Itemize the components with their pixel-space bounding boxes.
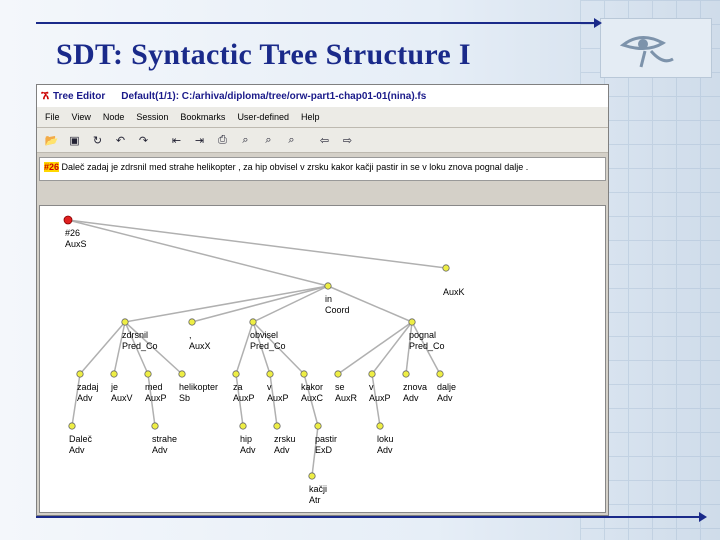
tree-node-word: zadaj [77, 382, 99, 392]
tree-node-tag: Adv [77, 393, 93, 403]
window-titlebar[interactable] [37, 85, 608, 107]
tree-node[interactable] [145, 371, 167, 403]
tree-node[interactable] [437, 371, 456, 403]
tree-node-word: zrsku [274, 434, 296, 444]
undo-icon[interactable]: ↶ [115, 134, 126, 147]
sentence-id[interactable]: #26 [44, 162, 60, 172]
tree-node[interactable] [325, 283, 350, 315]
tree-node-tag: AuxP [267, 393, 289, 403]
menu-file[interactable]: File [45, 112, 60, 122]
tree-node-tag: AuxP [145, 393, 167, 403]
tree-node-tag: AuxP [369, 393, 391, 403]
tree-node-marker[interactable] [122, 319, 128, 325]
tree-node-marker[interactable] [145, 371, 151, 377]
tree-edge [192, 286, 328, 322]
tree-node-tag: Pred_Co [122, 341, 158, 351]
tree-node-word: in [325, 294, 333, 304]
tree-node[interactable] [409, 319, 445, 351]
redo-icon[interactable]: ↷ [138, 134, 149, 147]
save-icon[interactable]: ▣ [69, 134, 80, 147]
tree-node-word: zdrsnil [122, 330, 149, 340]
sentence-bar [39, 157, 606, 181]
tree-node-marker[interactable] [152, 423, 158, 429]
tree-node[interactable] [110, 371, 133, 403]
tree-node-marker[interactable] [69, 423, 75, 429]
tree-node-word: loku [377, 434, 394, 444]
tree-node-marker[interactable] [315, 423, 321, 429]
tree-node-word: hip [240, 434, 253, 444]
tree-node-word: kačji [309, 484, 328, 494]
tree-node-tag: AuxP [233, 393, 255, 403]
tree-editor-icon: ኧ [40, 89, 50, 102]
reload-icon[interactable]: ↻ [92, 134, 103, 147]
tree-node[interactable] [189, 319, 211, 351]
menu-bookmarks[interactable]: Bookmarks [180, 112, 226, 122]
top-rule [36, 22, 596, 24]
eye-of-horus-logo [600, 18, 712, 78]
tree-node-word: #26 [65, 228, 81, 238]
tree-node-marker[interactable] [437, 371, 443, 377]
tree-node[interactable] [403, 371, 427, 403]
forward-icon[interactable]: ⇨ [342, 134, 353, 147]
tree-node-word: znova [403, 382, 428, 392]
tree-node[interactable] [240, 423, 256, 455]
tree-node-word: pastir [315, 434, 338, 444]
tree-node[interactable] [69, 423, 93, 455]
tree-node-word: strahe [152, 434, 178, 444]
search-next-icon[interactable]: ⌕ [265, 133, 272, 146]
tree-node-marker[interactable] [369, 371, 375, 377]
tree-node-marker[interactable] [64, 216, 72, 224]
tree-node[interactable] [301, 371, 324, 403]
prev-file-icon[interactable]: ⇤ [171, 134, 182, 147]
tree-node[interactable] [443, 265, 465, 297]
tree-edge [338, 322, 412, 374]
tree-node-word: Daleč [69, 434, 93, 444]
tree-edge [80, 322, 125, 374]
tree-node[interactable] [77, 371, 99, 403]
tree-node-tag: Adv [274, 445, 290, 455]
document-title: Default(1/1): C:/arhiva/diploma/tree/orw-part1-chap01-01(nina).fs [121, 90, 427, 102]
next-file-icon[interactable]: ⇥ [194, 134, 205, 147]
tree-node-marker[interactable] [267, 371, 273, 377]
search-prev-icon[interactable]: ⌕ [288, 133, 295, 146]
tree-node-marker[interactable] [179, 371, 185, 377]
tree-node-marker[interactable] [189, 319, 195, 325]
tree-node-marker[interactable] [250, 319, 256, 325]
tree-node-marker[interactable] [111, 371, 117, 377]
tree-node-word: za [233, 382, 243, 392]
tree-node[interactable] [179, 371, 218, 403]
sentence-text: Daleč zadaj je zdrsnil med strahe helikopter , za hip obvisel v zrsku kakor kačji pastir in se v loku znova pognal dalje . [61, 162, 529, 172]
menu-node[interactable]: Node [102, 112, 125, 122]
tree-node-tag: Coord [325, 305, 350, 315]
tree-node[interactable] [122, 319, 158, 351]
tree-canvas [40, 206, 606, 513]
app-name: Tree Editor [53, 90, 106, 102]
bottom-rule [36, 516, 701, 518]
tree-node-marker[interactable] [377, 423, 383, 429]
tree-node[interactable] [309, 473, 327, 505]
tree-node-word: v [267, 382, 272, 392]
tree-node-marker[interactable] [77, 371, 83, 377]
tree-node[interactable] [274, 423, 296, 455]
tree-node-tag: Adv [377, 445, 393, 455]
tree-node-tag: Pred_Co [250, 341, 286, 351]
open-icon[interactable]: 📂 [44, 134, 59, 147]
tree-edge [372, 322, 412, 374]
tree-node-marker[interactable] [240, 423, 246, 429]
tree-node-tag: AuxX [189, 341, 211, 351]
tree-editor-window [36, 84, 609, 516]
back-icon[interactable]: ⇦ [319, 134, 330, 147]
tree-node-tag: AuxS [65, 239, 87, 249]
tree-node-word: , [189, 330, 192, 340]
tree-edge [68, 220, 446, 268]
tree-node[interactable] [377, 423, 394, 455]
tree-node-tag: Sb [179, 393, 191, 403]
tree-node[interactable] [152, 423, 177, 455]
tree-node-word: helikopter [179, 382, 219, 392]
tree-node-word: je [111, 382, 119, 392]
tree-node-marker[interactable] [274, 423, 280, 429]
tree-node-marker[interactable] [325, 283, 331, 289]
tree-edge [253, 286, 328, 322]
tree-edge [125, 286, 328, 322]
slide-title: SDT: Syntactic Tree Structure I [56, 38, 471, 71]
tree-node-word: obvisel [250, 330, 279, 340]
menu-view[interactable]: View [71, 112, 91, 122]
tree-node-marker[interactable] [403, 371, 409, 377]
menu-bar [37, 107, 608, 128]
tree-node-marker[interactable] [443, 265, 449, 271]
tree-node-tag: AuxR [335, 393, 358, 403]
tree-node-tag: AuxK [443, 287, 465, 297]
tree-node-tag: Adv [437, 393, 453, 403]
menu-help[interactable]: Help [300, 112, 320, 122]
tree-edge [328, 286, 412, 322]
tree-node-marker[interactable] [301, 371, 307, 377]
tree-node[interactable] [233, 371, 255, 403]
tree-node[interactable] [369, 371, 391, 403]
tree-node-marker[interactable] [409, 319, 415, 325]
tree-node-tag: AuxC [301, 393, 324, 403]
tree-node-word: dalje [437, 382, 457, 392]
tree-node-tag: Pred_Co [409, 341, 445, 351]
tree-node-word: pognal [409, 330, 437, 340]
tree-node-marker[interactable] [233, 371, 239, 377]
tree-node-tag: Atr [309, 495, 321, 505]
tree-node-tag: Adv [240, 445, 256, 455]
menu-user-defined[interactable]: User-defined [237, 112, 289, 122]
toolbar [37, 128, 608, 153]
menu-session[interactable]: Session [136, 112, 169, 122]
tree-node-word: se [335, 382, 345, 392]
tree-node-tag: Adv [403, 393, 419, 403]
tree-node-word: kakor [301, 382, 324, 392]
tree-view[interactable] [39, 205, 606, 513]
search-icon[interactable]: ⌕ [242, 133, 249, 146]
tree-node-tag: ExD [315, 445, 333, 455]
tree-node-word: med [145, 382, 163, 392]
tree-node[interactable] [267, 371, 289, 403]
tree-node-tag: Adv [69, 445, 85, 455]
tree-node[interactable] [335, 371, 358, 403]
tree-node-tag: AuxV [111, 393, 133, 403]
print-icon[interactable]: ⎙ [218, 133, 227, 146]
tree-node[interactable] [250, 319, 286, 351]
tree-node-marker[interactable] [309, 473, 315, 479]
tree-node-word: v [369, 382, 374, 392]
tree-edge [68, 220, 328, 286]
tree-node-marker[interactable] [335, 371, 341, 377]
tree-node-tag: Adv [152, 445, 168, 455]
tree-node[interactable] [315, 423, 337, 455]
